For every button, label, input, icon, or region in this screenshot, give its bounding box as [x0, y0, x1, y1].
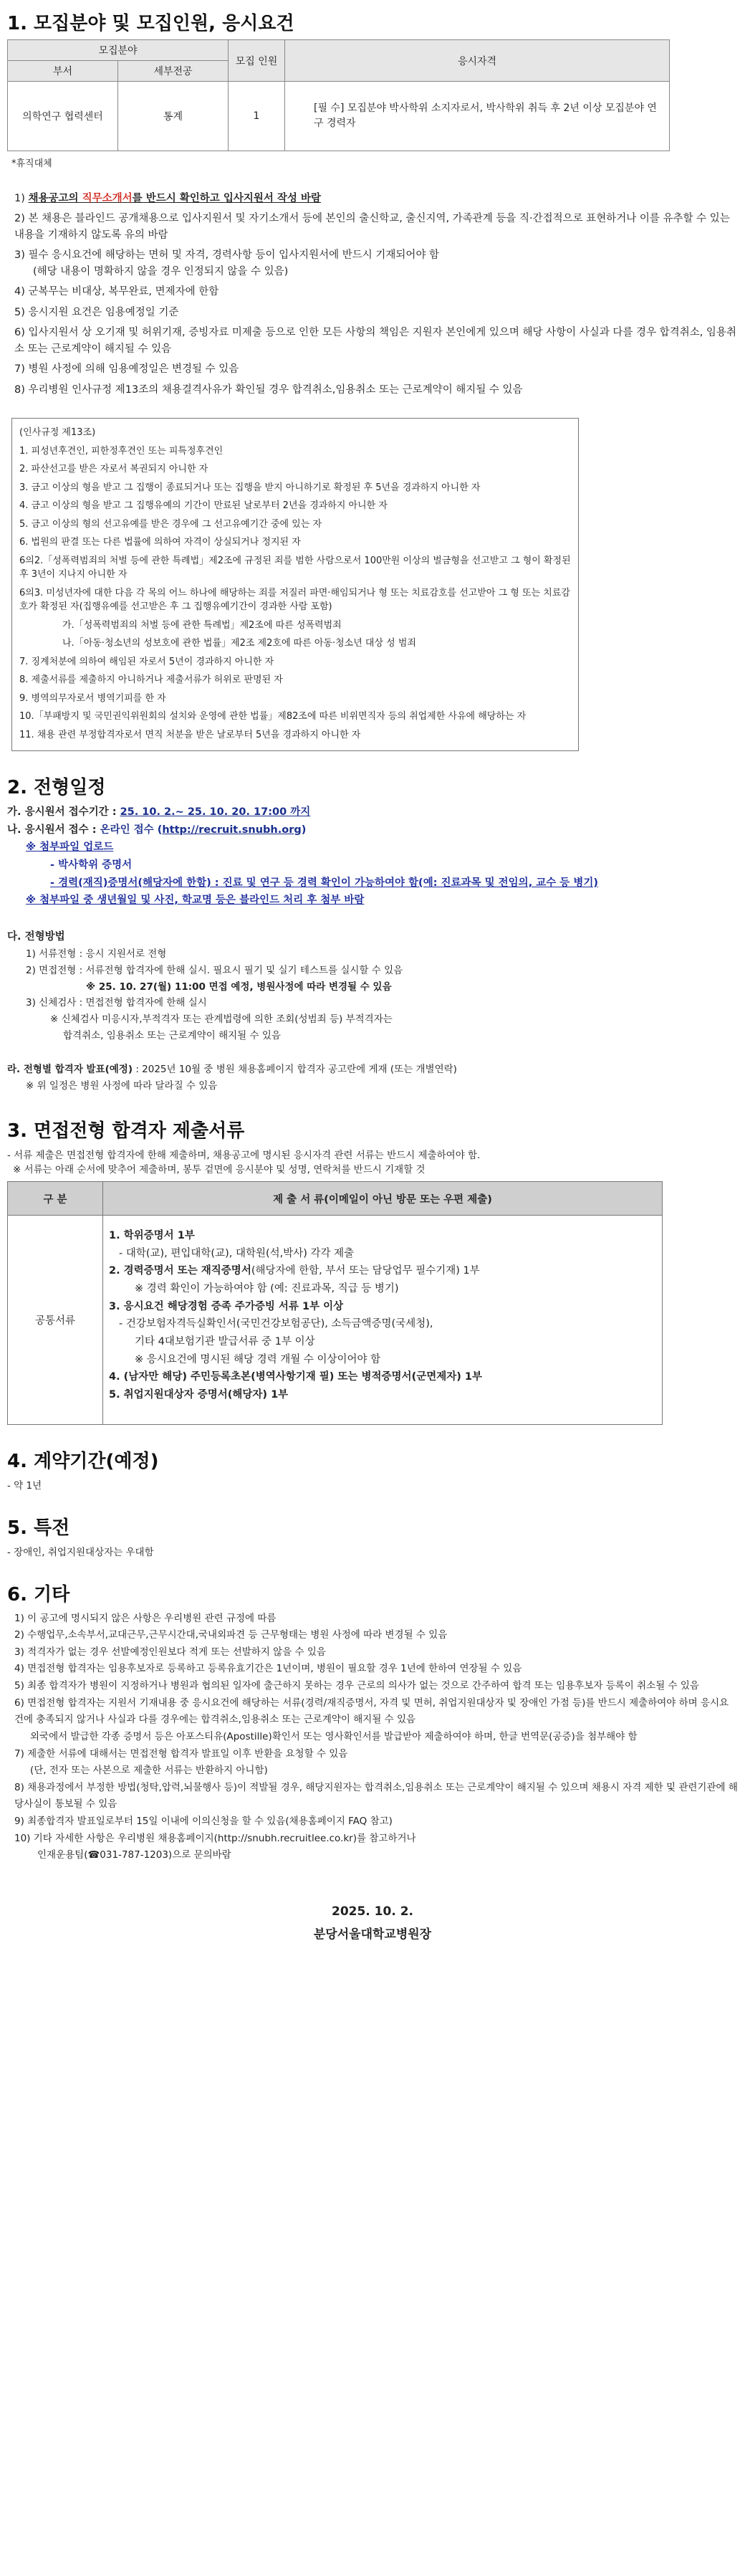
box-line: 나.「아동·청소년의 성보호에 관한 법률」제2조 제2호에 따른 아동·청소년 대상 성 범죄: [62, 638, 416, 649]
th-kind: 구 분: [8, 1182, 103, 1216]
section-5: [7, 1513, 738, 1558]
cell-qual: [필 수] 모집분야 박사학위 소지자로서, 박사학위 취득 후 2년 이상 모집분야 연구 경력자: [285, 82, 670, 151]
section-4: [7, 1446, 738, 1492]
apply-method: 나. 응시원서 접수 : 온라인 접수 (http://recruit.snubh.org): [7, 824, 307, 836]
section-1-title: 1. 모집분야 및 모집인원, 응시요건: [7, 13, 294, 34]
s3-line-2: ※ 서류는 아래 순서에 맞추어 제출하며, 봉투 겉면에 응시분야 및 성명, 연락처를 반드시 기재할 것: [13, 1164, 426, 1176]
doc-line: 4. (남자만 해당) 주민등록초본(병역사항기재 필) 또는 병적증명서(군면제자) 1부: [109, 1371, 482, 1383]
apply-period: 가. 응시원서 접수기간 : 25. 10. 2.~ 25. 10. 20. 17:00 까지: [7, 806, 311, 819]
s1-item-4: 4) 군복무는 비대상, 복무완료, 면제자에 한함: [14, 286, 219, 298]
s1-item-8: 8) 우리병원 인사규정 제13조의 채용결격사유가 확인될 경우 합격취소,임용취소 또는 근로계약이 해지될 수 있음: [14, 383, 523, 396]
interview-date: ※ 25. 10. 27(월) 11:00 면접 예정, 병원사정에 따라 변경될 수 있음: [86, 981, 392, 993]
box-line: 가.「성폭력범죄의 처벌 등에 관한 특례법」제2조에 따른 성폭력범죄: [62, 619, 342, 631]
docs-cell: [103, 1216, 663, 1424]
b-item-3: - 경력(재직)증명서(해당자에 한함) : 진료 및 연구 등 경력 확인이 가능하여야 함(예: 진료과목 및 전임의, 교수 등 병기): [50, 877, 599, 889]
box-line: 9. 병역의무자로서 병역기피를 한 자: [19, 692, 166, 704]
th-detail: 세부전공: [118, 61, 229, 82]
doc-line: - 대학(교), 편입대학(교), 대학원(석,박사) 각각 제출: [119, 1247, 355, 1259]
hospital-director: 분당서울대학교병원장: [313, 1927, 432, 1942]
th-field: 모집분야: [8, 40, 229, 61]
box-line: 8. 제출서류를 제출하지 아니하거나 제출서류가 허위로 판명된 자: [19, 674, 283, 686]
section-6-title: 6. 기타: [7, 1583, 70, 1606]
schedule-note: ※ 위 일정은 병원 사정에 따라 달라질 수 있음: [26, 1080, 218, 1092]
s6-item: 8) 채용과정에서 부정한 방법(청탁,압력,뇌물행사 등)이 적발될 경우, 해당지원자는 합격취소,임용취소 또는 근로계약이 해지될 수 있으며 채용시 자격 제한 및 관련기관에 해당사실이 통보될 수 있음: [14, 1781, 738, 1811]
section-3-title: 3. 면접전형 합격자 제출서류: [7, 1120, 245, 1142]
doc-line: 5. 취업지원대상자 증명서(해당자) 1부: [109, 1388, 289, 1401]
s1-item-7: 7) 병원 사정에 의해 임용예정일은 변경될 수 있음: [14, 363, 239, 376]
box-line: 5. 금고 이상의 형의 선고유예를 받은 경우에 그 선고유예기간 중에 있는 자: [19, 518, 322, 530]
box-line: 7. 징계처분에 의하여 해임된 자로서 5년이 경과하지 아니한 자: [19, 656, 274, 667]
box-line: 2. 파산선고를 받은 자로서 복권되지 아니한 자: [19, 464, 208, 475]
doc-line: ※ 응시요건에 명시된 해당 경력 개월 수 이상이어야 함: [135, 1353, 381, 1365]
recruit-table: [7, 39, 670, 151]
s6-item: 9) 최종합격자 발표일로부터 15일 이내에 이의신청을 할 수 있음(채용홈페이지 FAQ 참고): [14, 1816, 393, 1828]
s1-item-1: 1) 채용공고의 직무소개서를 반드시 확인하고 입사지원서 작성 바람: [14, 193, 321, 204]
doc-line: 1. 학위증명서 1부: [109, 1230, 195, 1242]
s3-line-1: - 서류 제출은 면접전형 합격자에 한해 제출하며, 채용공고에 명시된 응시자격 관련 서류는 반드시 제출하여야 함.: [7, 1150, 481, 1162]
row-kind: 공통서류: [8, 1216, 103, 1424]
s2-body: [7, 803, 738, 1094]
doc-line: ※ 경력 확인이 가능하여야 함 (예: 진료과목, 직급 등 병기): [135, 1283, 399, 1295]
recruit-link[interactable]: http://recruit.snubh.org: [162, 824, 302, 836]
box-line: 1. 피성년후견인, 피한정후견인 또는 피특정후견인: [19, 445, 224, 457]
method-item: 2) 면접전형 : 서류전형 합격자에 한해 실시. 필요시 필기 및 실기 테스트를 실시할 수 있음: [26, 964, 403, 976]
s6-item: 10) 기타 자세한 사항은 우리병원 채용홈페이지(http://snubh.recruitlee.co.kr)를 참고하거나 인재운용팀(☎031-787-1203)으로 문의바람: [14, 1832, 416, 1861]
box-line: 6의3. 미성년자에 대한 다음 각 목의 어느 하나에 해당하는 죄를 저질러 파면·해임되거나 형 또는 치료감호를 선고받아 그 형 또는 치료감호가 확정된 자(집행유예를 선고받은 후 그 집행유예기간이 경과한 사람 포함): [19, 587, 570, 613]
s1-item-3: 3) 필수 응시요건에 해당하는 면허 및 자격, 경력사항 등이 입사지원서에 반드시 기재되어야 함 (해당 내용이 명확하지 않을 경우 인정되지 않을 수 있음): [14, 249, 440, 277]
section-4-title: 4. 계약기간(예정): [7, 1450, 159, 1472]
disqualification-box: [11, 418, 579, 751]
cell-detail: 통계: [118, 82, 229, 151]
section-2: [7, 773, 738, 1094]
section-5-title: 5. 특전: [7, 1517, 70, 1539]
box-line: (인사규정 제13조): [19, 427, 96, 439]
cell-dept: 의학연구 협력센터: [8, 82, 118, 151]
doc-line: - 건강보험자격득실확인서(국민건강보험공단), 소득금액증명(국세청),: [119, 1318, 433, 1330]
th-qual: 응시자격: [285, 40, 670, 82]
leave-note: *휴직대체: [11, 158, 52, 169]
box-line: 11. 채용 관련 부정합격자로서 면직 처분을 받은 날로부터 5년을 경과하지 아니한 자: [19, 729, 361, 740]
s1-item-5: 5) 응시지원 요건은 임용예정일 기준: [14, 306, 179, 318]
doc-line: 기타 4대보험기관 발급서류 중 1부 이상: [135, 1335, 315, 1347]
doc-line: 3. 응시요건 해당경험 증족 주가증빙 서류 1부 이상: [109, 1300, 344, 1312]
s6-item: 6) 면접전형 합격자는 지원서 기재내용 중 응시요건에 해당하는 서류(경력/재직증명서, 자격 및 면허, 취업지원대상자 및 장애인 가점 등)를 반드시 제출하여야 하며 응시요건에 충족되지 않거나 사실과 다를 경우에는 합격취소,임용취소 또는 근로계약이 해지될 수 있음 외국에서 발급한 각종 증명서 등은 아포스티유(Apostille)확인서 또는 영사확인서를 발급받아 제출하여야 하며, 한글 번역문(공증)을 첨부해야 함: [14, 1697, 729, 1742]
section-3: [7, 1116, 738, 1424]
method-item: ※ 신체검사 미응시자,부적격자 또는 관계법령에 의한 조회(성범죄 등) 부적격자는: [50, 1013, 393, 1026]
method-item: 1) 서류전형 : 응시 지원서로 전형: [26, 948, 167, 960]
b-item-4: ※ 첨부파일 중 생년월일 및 사진, 학교명 등은 블라인드 처리 후 첨부 바람: [26, 895, 365, 907]
s6-item: 3) 적격자가 없는 경우 선발예정인원보다 적게 또는 선발하지 않을 수 있음: [14, 1646, 326, 1658]
box-line: 4. 금고 이상의 형을 받고 그 집행유예의 기간이 만료된 날로부터 2년을 경과하지 아니한 자: [19, 500, 388, 512]
method-item: 합격취소, 임용취소 또는 근로계약이 해지될 수 있음: [63, 1030, 281, 1042]
section-6: [7, 1580, 738, 1864]
s1-item-2: 2) 본 채용은 블라인드 공개채용으로 입사지원서 및 자기소개서 등에 본인의 출신학교, 출신지역, 가족관계 등을 직·간접적으로 표현하거나 이를 유추할 수 있는 내용을 기재하지 않도록 유의 바람: [14, 213, 730, 241]
s1-item-6: 6) 입사지원서 상 오기재 및 허위기재, 증빙자료 미제출 등으로 인한 모든 사항의 책임은 지원자 본인에게 있으며 해당 사항이 사실과 다를 경우 합격취소, 임용취소 또는 근로계약이 해지될 수 있음: [14, 327, 736, 355]
method-item: 3) 신체검사 : 면접전형 합격자에 한해 실시: [26, 997, 207, 1009]
box-line: 6. 법원의 판결 또는 다른 법률에 의하여 자격이 상실되거나 정지된 자: [19, 537, 301, 548]
benefits: - 장애인, 취업지원대상자는 우대함: [7, 1546, 154, 1558]
b-item-1: ※ 첨부파일 업로드: [26, 841, 114, 854]
s6-item: 4) 면접전형 합격자는 임용후보자로 등록하고 등록유효기간은 1년이며, 병원이 필요할 경우 1년에 한하여 연장될 수 있음: [14, 1663, 522, 1675]
s6-item: 5) 최종 합격자가 병원이 지정하거나 병원과 협의된 일자에 출근하지 못하는 경우 근로의 의사가 없는 것으로 간주하여 합격 또는 임용후보자 등록이 취소될 수 있음: [14, 1680, 699, 1692]
s6-item: 7) 제출한 서류에 대해서는 면접전형 합격자 발표일 이후 반환을 요청할 수 있음 (단, 전자 또는 사본으로 제출한 서류는 반환하지 아니함): [14, 1747, 348, 1777]
s6-item: 2) 수행업무,소속부서,교대근무,근무시간대,국내외파견 등 근무형태는 병원 사정에 따라 변경될 수 있음: [14, 1629, 448, 1641]
result-announce: 라. 전형별 합격자 발표(예정) : 2025년 10월 중 병원 채용홈페이지 합격자 공고란에 게재 (또는 개별연락): [7, 1064, 457, 1076]
th-count: 모집 인원: [229, 40, 285, 82]
th-docs: 제 출 서 류(이메일이 아닌 방문 또는 우편 제출): [103, 1182, 663, 1216]
doc-line: 2. 경력증명서 또는 재직증명서(해당자에 한함, 부서 또는 담당업무 필수기재) 1부: [109, 1265, 480, 1277]
s6-list: [7, 1611, 738, 1864]
section-1: [7, 9, 738, 751]
s1-list: [7, 191, 738, 398]
box-line: 6의2.「성폭력범죄의 처벌 등에 관한 특례법」제2조에 규정된 죄를 범한 사람으로서 100만원 이상의 벌금형을 선고받고 그 형이 확정된 후 3년이 지나지 아니한 자: [19, 555, 571, 581]
box-line: 10.「부패방지 및 국민권익위원회의 설치와 운영에 관한 법률」제82조에 따른 비위면직자 등의 취업제한 사유에 해당하는 자: [19, 711, 527, 722]
contract-period: - 약 1년: [7, 1479, 42, 1492]
documents-table: [7, 1181, 663, 1424]
box-line: 3. 금고 이상의 형을 받고 그 집행이 종료되거나 또는 집행을 받지 아니하기로 확정된 후 5년을 경과하지 아니한 자: [19, 482, 481, 493]
section-2-title: 2. 전형일정: [7, 777, 106, 799]
th-dept: 부서: [8, 61, 118, 82]
footer: [7, 1900, 738, 1947]
notice-date: 2025. 10. 2.: [331, 1904, 413, 1919]
method-label: 다. 전형방법: [7, 931, 65, 943]
cell-count: 1: [229, 82, 285, 151]
s6-item: 1) 이 공고에 명시되지 않은 사항은 우리병원 관련 규정에 따름: [14, 1612, 277, 1624]
b-item-2: - 박사학위 증명서: [50, 859, 133, 872]
